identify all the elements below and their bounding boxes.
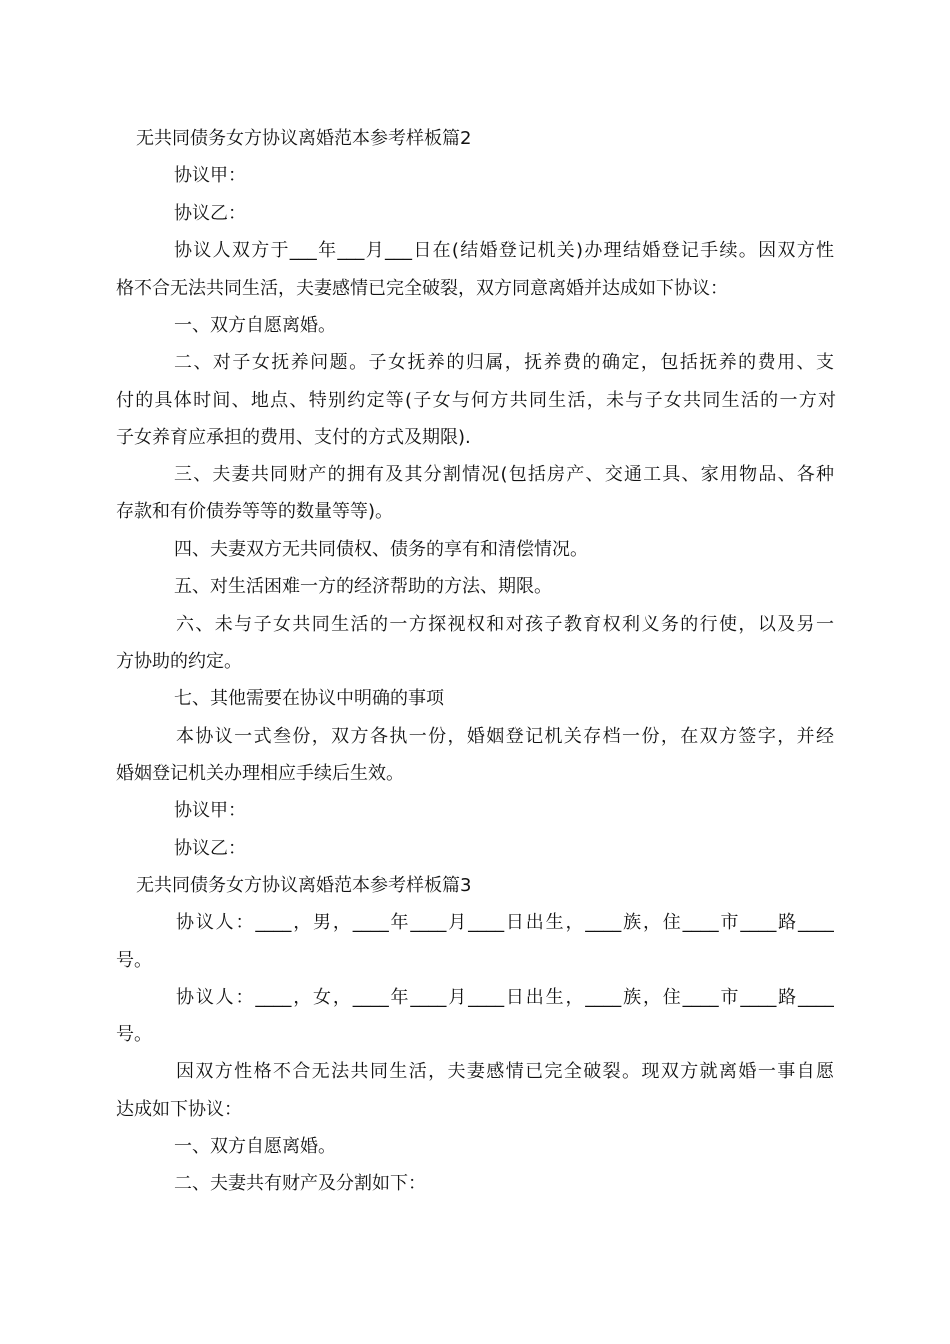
paragraph-line: 协议人双方于___年___月___日在(结婚登记机关)办理结婚登记手续。因双方性 — [174, 240, 834, 261]
clause-line: 三、夫妻共同财产的拥有及其分割情况(包括房产、交通工具、家用物品、各种 — [174, 464, 834, 485]
paragraph-line: 号。 — [116, 950, 152, 971]
paragraph-line: 本协议一式叁份，双方各执一份，婚姻登记机关存档一份，在双方签字，并经 — [176, 726, 834, 747]
clause-line: 五、对生活困难一方的经济帮助的方法、期限。 — [174, 576, 552, 597]
paragraph-line: 存款和有价债券等等的数量等等)。 — [116, 501, 394, 522]
clause-line: 一、双方自愿离婚。 — [174, 1136, 336, 1157]
section-heading-3: 无共同债务女方协议离婚范本参考样板篇3 — [136, 875, 472, 896]
party-line: 协议人：____，女，____年____月____日出生，____族，住____市____路____ — [176, 987, 834, 1008]
clause-line: 二、夫妻共有财产及分割如下： — [174, 1173, 426, 1194]
clause-line: 二、对子女抚养问题。子女抚养的归属，抚养费的确定，包括抚养的费用、支 — [174, 352, 834, 373]
clause-line: 四、夫妻双方无共同债权、债务的享有和清偿情况。 — [174, 539, 588, 560]
paragraph-line: 格不合无法共同生活，夫妻感情已完全破裂，双方同意离婚并达成如下协议： — [116, 278, 728, 299]
party-a-line: 协议甲： — [174, 165, 246, 186]
clause-line: 一、双方自愿离婚。 — [174, 315, 336, 336]
section-heading-2: 无共同债务女方协议离婚范本参考样板篇2 — [136, 128, 472, 149]
party-b-line: 协议乙： — [174, 838, 246, 859]
paragraph-line: 方协助的约定。 — [116, 651, 242, 672]
clause-line: 七、其他需要在协议中明确的事项 — [174, 688, 444, 709]
party-line: 协议人：____，男，____年____月____日出生，____族，住____市____路____ — [176, 912, 834, 933]
clause-line: 六、未与子女共同生活的一方探视权和对孩子教育权利义务的行使，以及另一 — [176, 614, 834, 635]
paragraph-line: 付的具体时间、地点、特别约定等(子女与何方共同生活，未与子女共同生活的一方对 — [116, 390, 836, 411]
paragraph-line: 因双方性格不合无法共同生活，夫妻感情已完全破裂。现双方就离婚一事自愿 — [176, 1061, 834, 1082]
paragraph-line: 号。 — [116, 1024, 152, 1045]
paragraph-line: 达成如下协议： — [116, 1099, 242, 1120]
party-a-line: 协议甲： — [174, 800, 246, 821]
party-b-line: 协议乙： — [174, 203, 246, 224]
paragraph-line: 婚姻登记机关办理相应手续后生效。 — [116, 763, 404, 784]
paragraph-line: 子女养育应承担的费用、支付的方式及期限). — [116, 427, 471, 448]
